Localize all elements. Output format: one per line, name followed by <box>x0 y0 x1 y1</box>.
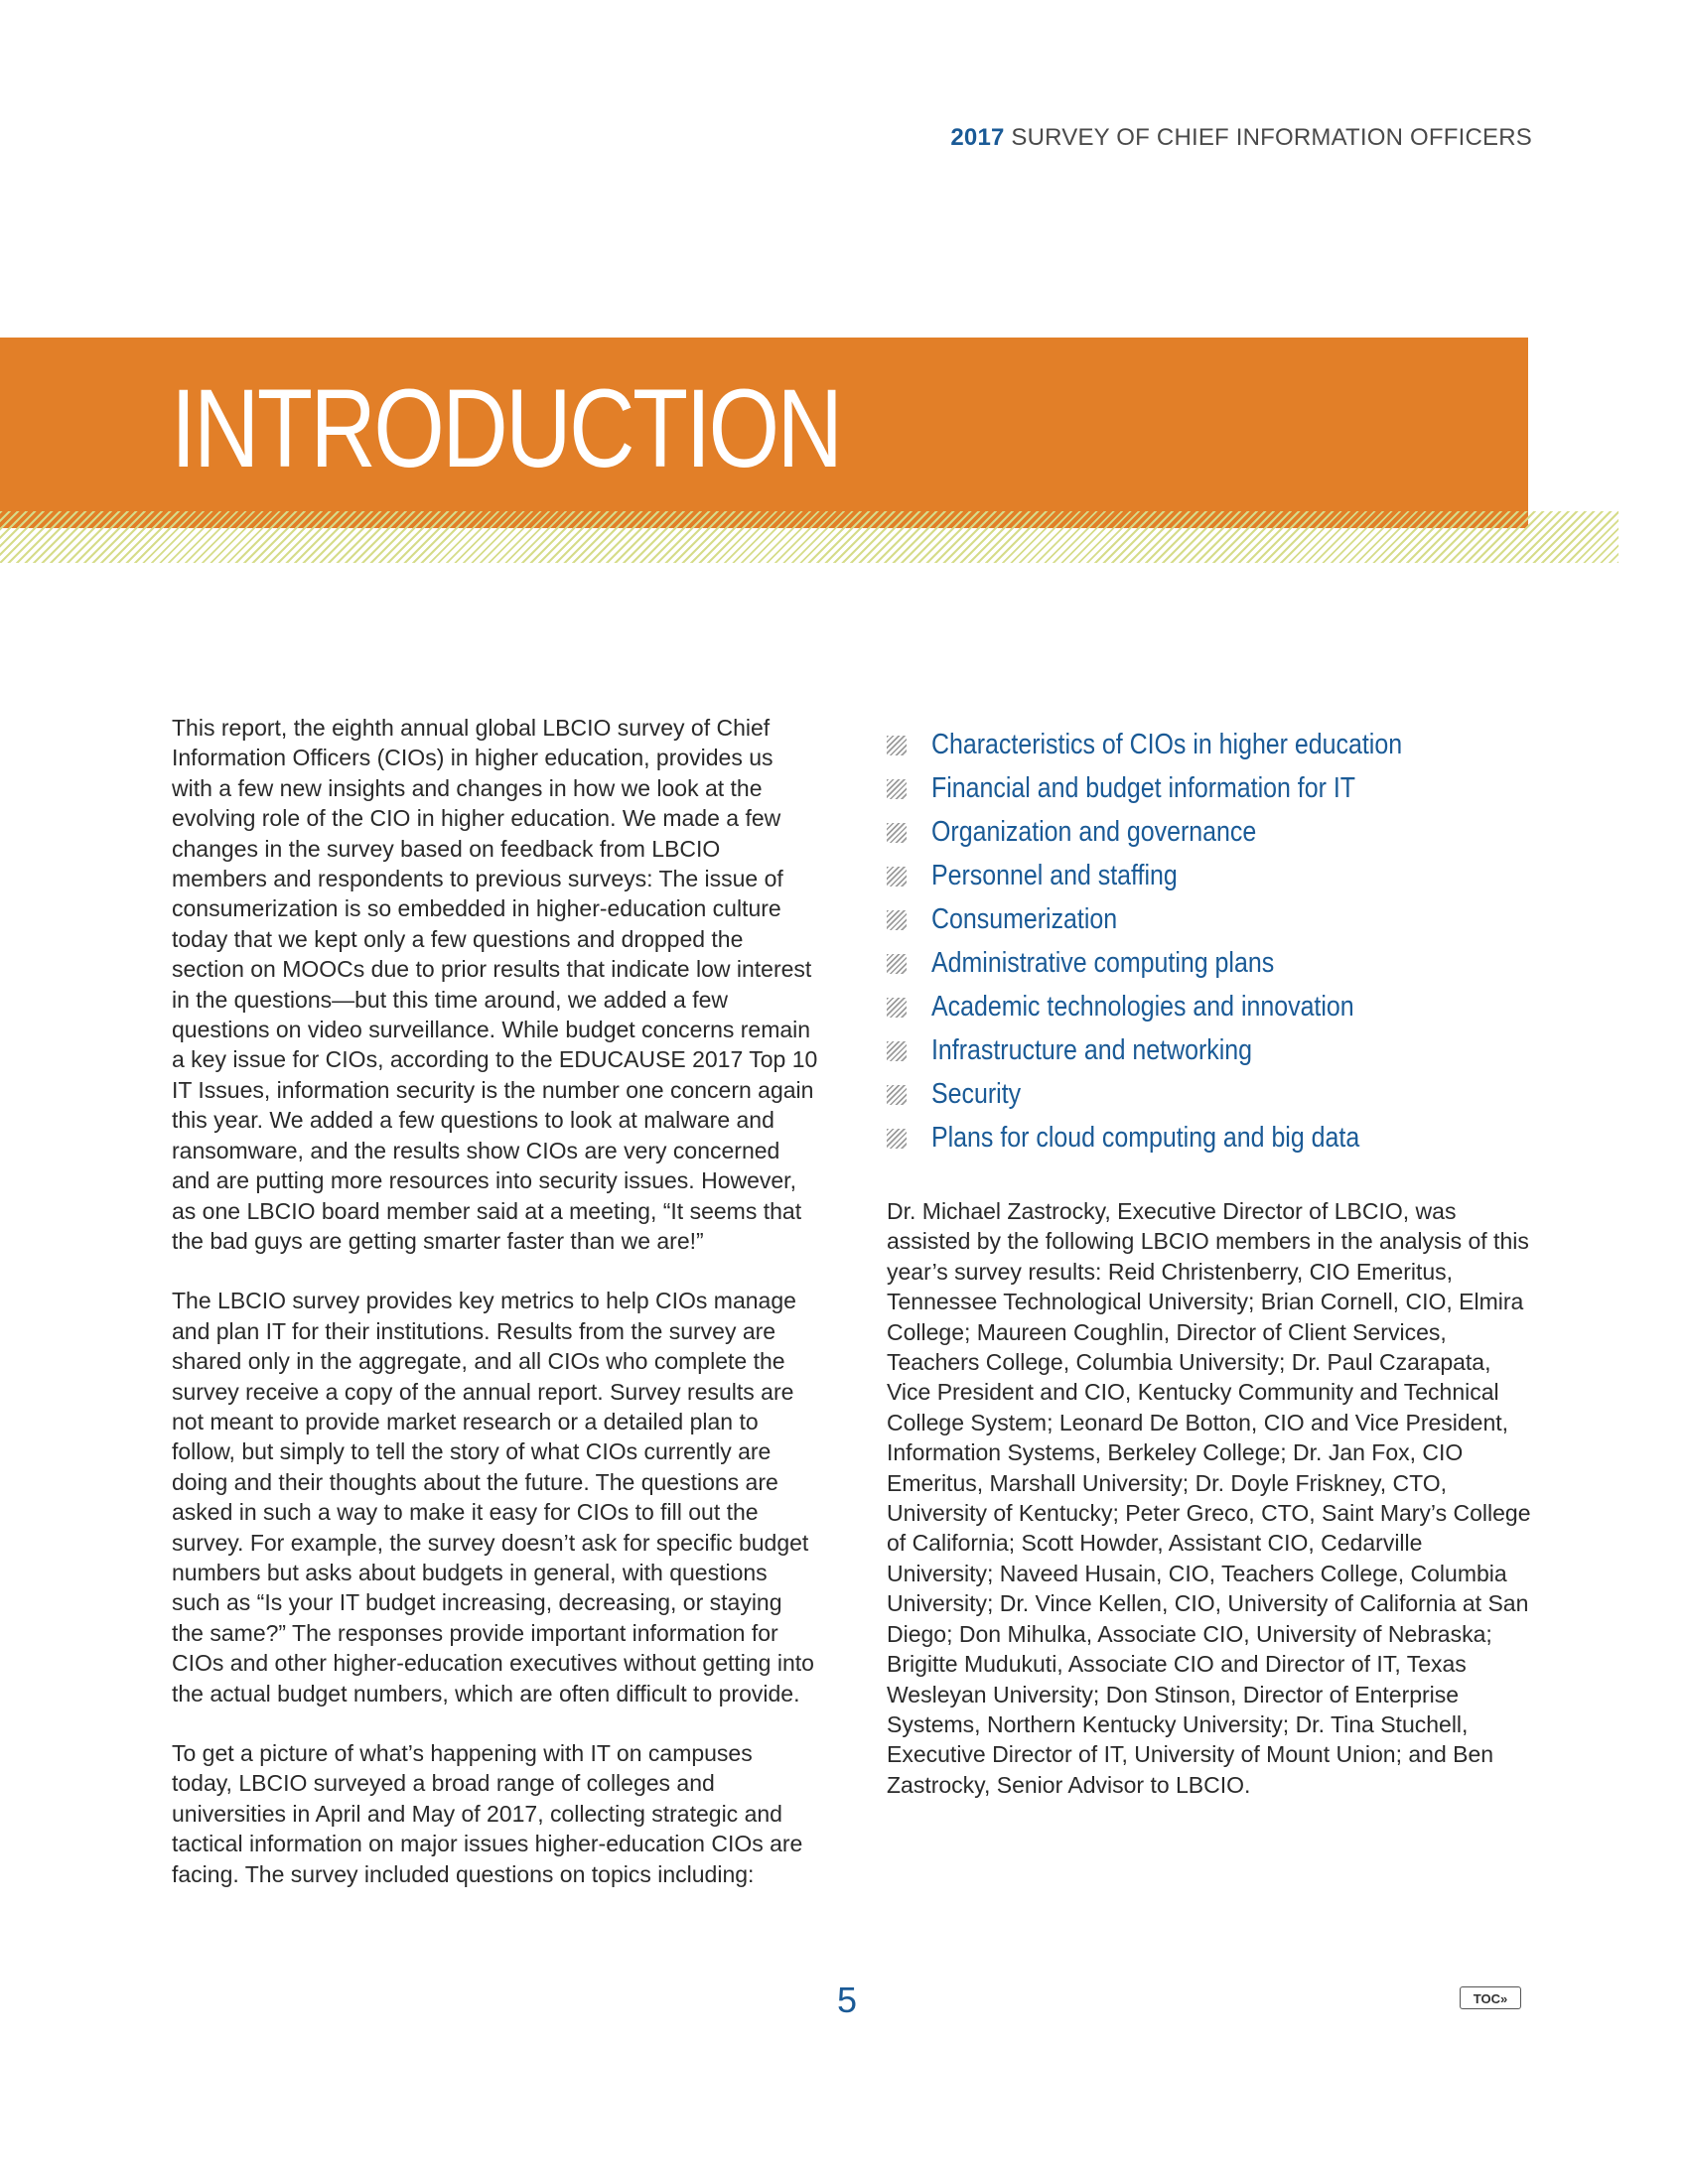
topic-item: Academic technologies and innovation <box>887 985 1522 1028</box>
page-number: 5 <box>837 1979 858 2020</box>
topic-item: Characteristics of CIOs in higher education <box>887 723 1522 766</box>
topic-item: Personnel and staffing <box>887 854 1522 897</box>
survey-topics-list <box>887 723 1522 1160</box>
acknowledgements-paragraph: Dr. Michael Zastrocky, Executive Director of LBCIO, was assisted by the following LBCIO members in the analysis of this year’s survey results: Reid Christenberry, CIO Emeritus, Tennessee Technological University; Brian Cornell, CIO, Elmira College; Maureen Coughlin, Director of Client Services, Teachers College, Columbia University; Dr. Paul Czarapata, Vice President and CIO, Kentucky Community and Technical College System; Leonard De Botton, CIO and Vice President, Information Systems, Berkeley College; Dr. Jan Fox, CIO Emeritus, Marshall University; Dr. Doyle Friskney, CTO, University of Kentucky; Peter Greco, CTO, Saint Mary’s College of California; Scott Howder, Assistant CIO, Cedarville University; Naveed Husain, CIO, Teachers College, Columbia University; Dr. Vince Kellen, CIO, University of California at San Diego; Don Mihulka, Associate CIO, University of Nebraska; Brigitte Mudukuti, Associate CIO and Director of IT, Texas Wesleyan University; Don Stinson, Director of Enterprise Systems, Northern Kentucky University; Dr. Tina Stuchell, Executive Director of IT, University of Mount Union; and Ben Zastrocky, Senior Advisor to LBCIO. <box>887 1198 1531 1798</box>
hatched-bullet-icon <box>887 1085 907 1105</box>
hatched-bullet-icon <box>887 823 907 843</box>
hatched-bullet-icon <box>887 998 907 1018</box>
hatched-bullet-icon <box>887 867 907 887</box>
section-title: INTRODUCTION <box>171 366 841 490</box>
intro-paragraph: To get a picture of what’s happening with IT on campuses today, LBCIO surveyed a broad range of colleges and universities in April and May of 2017, collecting strategic and tactical information on major issues higher-education CIOs are facing. The survey included questions on topics including: <box>172 1740 803 1887</box>
header-year: 2017 <box>950 124 1005 151</box>
topic-item: Organization and governance <box>887 810 1522 854</box>
hatched-bullet-icon <box>887 1129 907 1149</box>
topic-item: Infrastructure and networking <box>887 1028 1522 1072</box>
intro-paragraph: The LBCIO survey provides key metrics to help CIOs manage and plan IT for their institutions. Results from the survey are shared only in the aggregate, and all CIOs who complete the survey receive a copy of the annual report. Survey results are not meant to provide market research or a detailed plan to follow, but simply to tell the story of what CIOs currently are doing and their thoughts about the future. The questions are asked in such a way to make it easy for CIOs to fill out the survey. For example, the survey doesn’t ask for specific budget numbers but asks about budgets in general, with questions such as “Is your IT budget increasing, decreasing, or staying the same?” The responses provide important information for CIOs and other higher-education executives without getting into the actual budget numbers, which are often difficult to provide. <box>172 1288 814 1706</box>
banner-stripe-decoration <box>0 511 1618 563</box>
topic-item: Plans for cloud computing and big data <box>887 1116 1522 1160</box>
topic-item: Financial and budget information for IT <box>887 766 1522 810</box>
hatched-bullet-icon <box>887 954 907 974</box>
topic-item: Administrative computing plans <box>887 941 1522 985</box>
intro-paragraph: This report, the eighth annual global LBCIO survey of Chief Information Officers (CIOs) in higher education, provides us with a few new insights and changes in how we look at the evolving role of the CIO in higher education. We made a few changes in the survey based on feedback from LBCIO members and respondents to previous surveys: The issue of consumerization is so embedded in higher-education culture today that we kept only a few questions and dropped the section on MOOCs due to prior results that indicate low interest in the questions—but this time around, we added a few questions on video surveillance. While budget concerns remain a key issue for CIOs, according to the EDUCAUSE 2017 Top 10 IT Issues, information security is the number one concern again this year. We added a few questions to look at malware and ransomware, and the results show CIOs are very concerned and are putting more resources into security issues. However, as one LBCIO board member said at a meeting, “It seems that the bad guys are getting smarter faster than we are!” <box>172 715 818 1254</box>
header-title: SURVEY OF CHIEF INFORMATION OFFICERS <box>1004 124 1532 151</box>
hatched-bullet-icon <box>887 779 907 799</box>
hatched-bullet-icon <box>887 1041 907 1061</box>
topic-item: Security <box>887 1072 1522 1116</box>
topic-item: Consumerization <box>887 897 1522 941</box>
toc-button[interactable]: TOC» <box>1460 1986 1521 2009</box>
hatched-bullet-icon <box>887 736 907 755</box>
acknowledgements-column <box>887 1196 1534 1800</box>
running-header <box>950 124 1532 152</box>
hatched-bullet-icon <box>887 910 907 930</box>
intro-left-column <box>172 713 819 1919</box>
